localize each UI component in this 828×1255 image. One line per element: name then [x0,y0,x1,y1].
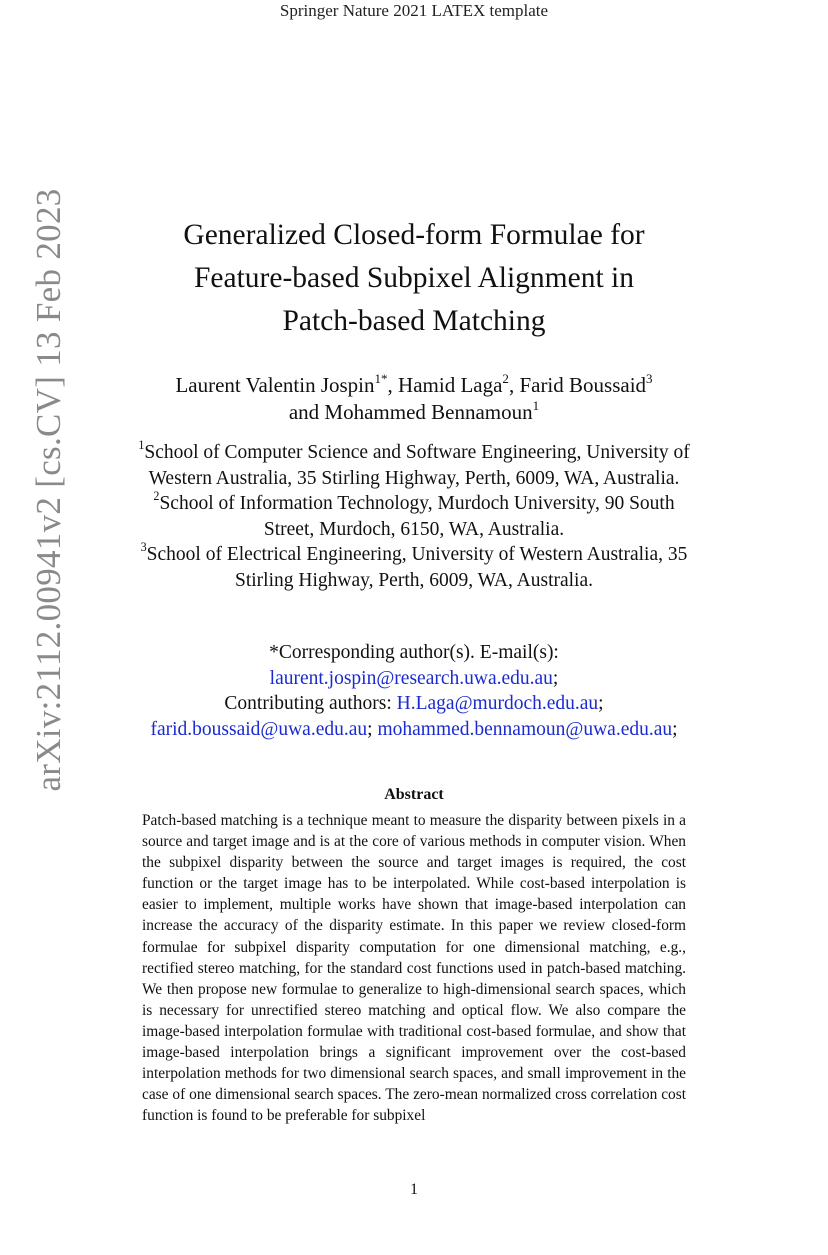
correspondence-block: *Corresponding author(s). E-mail(s): laurent.jospin@research.uwa.edu.au; Contributing authors: H.Laga@murdoch.edu.au; farid.boussaid@uwa.edu.au; mohammed.bennamoun@uwa.edu.au; [100,640,728,742]
contributing-email-link[interactable]: H.Laga@murdoch.edu.au [396,693,599,714]
affiliation-mark: 2 [153,489,160,504]
author-name: Laurent Valentin Jospin [175,373,375,397]
affiliation-line: $^2$School of Information Technology, Murdoch University, 90 South [153,489,675,514]
affiliation-list [96,440,732,593]
contributing-label: Contributing authors: [224,693,397,714]
abstract-heading: Abstract [384,786,444,803]
contributing-email-link[interactable]: farid.boussaid@uwa.edu.au [150,718,368,740]
arxiv-identifier-stamp: arXiv:2112.00941v2 [cs.CV] 13 Feb 2023 [29,188,68,792]
affiliation-line: Street, Murdoch, 6150, WA, Australia. [263,518,565,540]
affiliation-mark: 1 [138,438,145,453]
page-number: 1 [410,1181,418,1198]
running-header: Springer Nature 2021 LATEX template [279,1,549,20]
affiliation-line: Western Australia, 35 Stirling Highway, Perth, 6009, WA, Australia. [148,467,680,489]
author-affiliation-mark: 2 [502,370,509,386]
corresponding-email-link[interactable]: laurent.jospin@research.uwa.edu.au [269,667,553,689]
author-affiliation-mark: 1 [532,397,540,413]
author-name: and Mohammed Bennamoun [288,400,533,424]
paper-title [100,214,728,343]
affiliation-line: $^3$School of Electrical Engineering, University of Western Australia, 35 [140,540,688,565]
author-list [100,372,728,426]
affiliation-line: $^1$School of Computer Science and Software Engineering, University of [138,438,690,463]
author-name: Hamid Laga [398,373,503,397]
author-line: Laurent Valentin Jospin$^{1*}$, Hamid Laga$^2$, Farid Boussaid$^3$ [175,370,653,397]
contributing-email-link[interactable]: mohammed.bennamoun@uwa.edu.au [377,718,673,740]
abstract-text: Patch-based matching is a technique meant to measure the disparity between pixels in a source and target image and is at the core of various methods in computer vision. When the subpixel disparity between the source and target images is required, the cost function or the target image has to be interpolated. While cost-based interpolation is easier to implement, multiple works have shown that image-based interpolation can increase the accuracy of the disparity estimate. In this paper we review closed-form formulae for subpixel disparity computation for one dimensional matching, e.g., rectified stereo matching, for the standard cost functions used in patch-based matching. We then propose new formulae to generalize to high-dimensional search spaces, which is necessary for unrectified stereo matching and optical flow. We also compare the image-based interpolation formulae with traditional cost-based formulae, and show that image-based interpolation brings a significant improvement over the cost-based interpolation methods for two dimensional search spaces, and small improvement in the case of one dimensional search spaces. The zero-mean normalized cross correlation cost function is found to be preferable for subpixel [142,812,686,1125]
title-line: Feature-based Subpixel Alignment in [194,262,634,294]
corresponding-label: *Corresponding author(s). E-mail(s): [269,642,559,663]
title-line: Generalized Closed-form Formulae for [183,219,645,251]
author-line [100,399,728,426]
affiliation-mark: 3 [140,540,147,555]
author-name: Farid Boussaid [519,373,647,397]
author-affiliation-mark: 1* [374,370,388,386]
affiliation-line: Stirling Highway, Perth, 6009, WA, Australia. [234,569,594,591]
title-line: Patch-based Matching [282,305,546,337]
author-affiliation-mark: 3 [646,370,653,386]
